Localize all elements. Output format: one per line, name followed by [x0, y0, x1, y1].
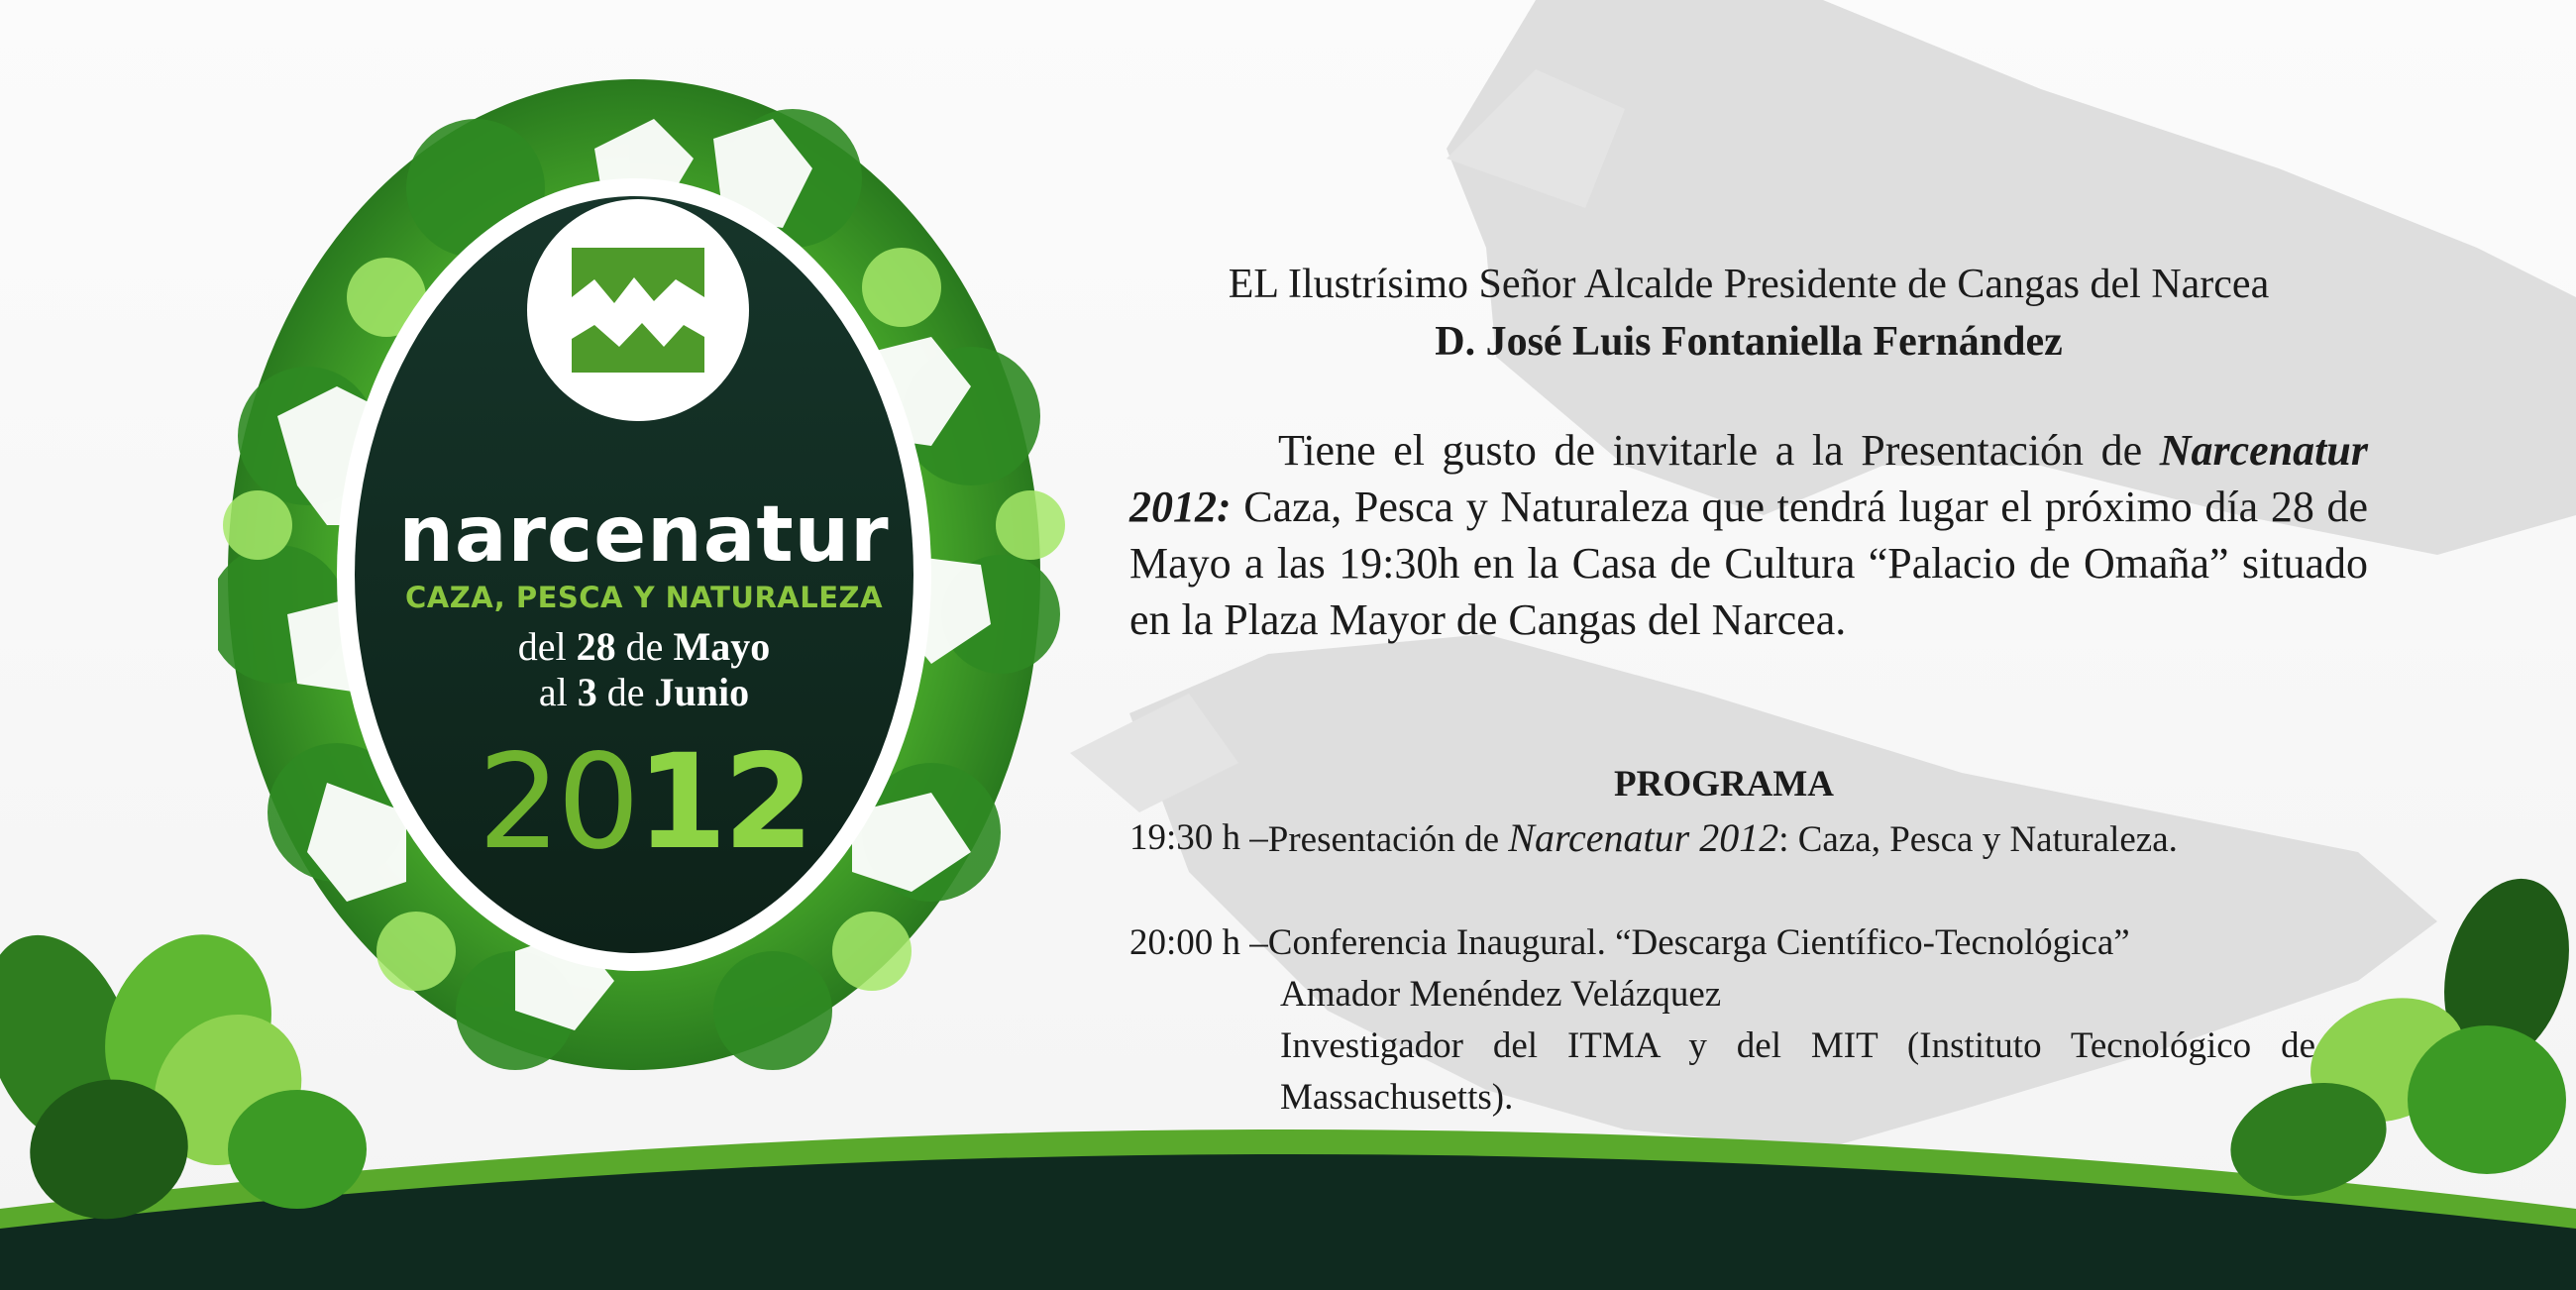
- invitation-text: [1129, 256, 2368, 648]
- body-event-name: Narcenatur 2012:: [1129, 426, 2368, 531]
- dates-from-day: 28: [576, 624, 616, 669]
- dates-from-word: del: [517, 624, 577, 669]
- program-time: 19:30 h –: [1129, 817, 1268, 858]
- right-oak-leaves: [2219, 872, 2576, 1209]
- body-intro: Tiene el gusto de invitarle a la Presentación de: [1278, 426, 2160, 475]
- program-spacer: [1129, 866, 2318, 917]
- program-desc-event: Narcenatur 2012: [1508, 815, 1779, 860]
- program-speaker: Amador Menéndez Velázquez: [1280, 974, 1722, 1015]
- brand-name: narcenatur: [398, 490, 890, 580]
- program-item: [1129, 812, 2318, 866]
- dates-to-month: Junio: [654, 670, 750, 714]
- program-item: [1129, 917, 2318, 969]
- dates-from-month: Mayo: [673, 624, 771, 669]
- program-affiliation: Investigador del ITMA y del MIT (Instituto Tecnológico de Massachusetts).: [1280, 1025, 2315, 1118]
- program-description: Conferencia Inaugural. “Descarga Científico-Tecnológica”: [1267, 922, 2130, 963]
- dates-from-de: de: [615, 624, 674, 669]
- host-title: EL Ilustrísimo Señor Alcalde Presidente de Cangas del Narcea: [1228, 262, 2270, 307]
- dates-to-word: al: [538, 670, 578, 714]
- host-name: D. José Luis Fontaniella Fernández: [1435, 319, 2063, 365]
- invitation-body: [1129, 422, 2368, 648]
- bottom-green-band: [0, 1090, 2576, 1290]
- brand-tagline: CAZA, PESCA Y NATURALEZA: [404, 581, 884, 614]
- program-desc-post: : Caza, Pesca y Naturaleza.: [1778, 819, 2178, 860]
- dates-to-day: 3: [577, 670, 597, 714]
- year-suffix: 12: [636, 726, 810, 879]
- dates-line-2: [218, 670, 1070, 715]
- left-oak-leaves: [0, 921, 376, 1238]
- program-time: 20:00 h –: [1129, 922, 1268, 963]
- program-title: PROGRAMA: [1614, 764, 1834, 805]
- dates-to-de: de: [596, 670, 655, 714]
- year-prefix: 20: [478, 726, 637, 879]
- program-desc-pre: Presentación de: [1267, 819, 1509, 860]
- program-section: [1129, 759, 2318, 1124]
- event-year: [218, 726, 1070, 879]
- dates-line-1: [218, 624, 1070, 670]
- event-dates: [218, 624, 1070, 715]
- program-description: [1268, 812, 2318, 866]
- body-details: Caza, Pesca y Naturaleza que tendrá lugar el próximo día 28 de Mayo a las 19:30h en la Casa de Cultura “Palacio de Omaña” situado en la Plaza Mayor de Cangas del Narcea.: [1129, 483, 2368, 644]
